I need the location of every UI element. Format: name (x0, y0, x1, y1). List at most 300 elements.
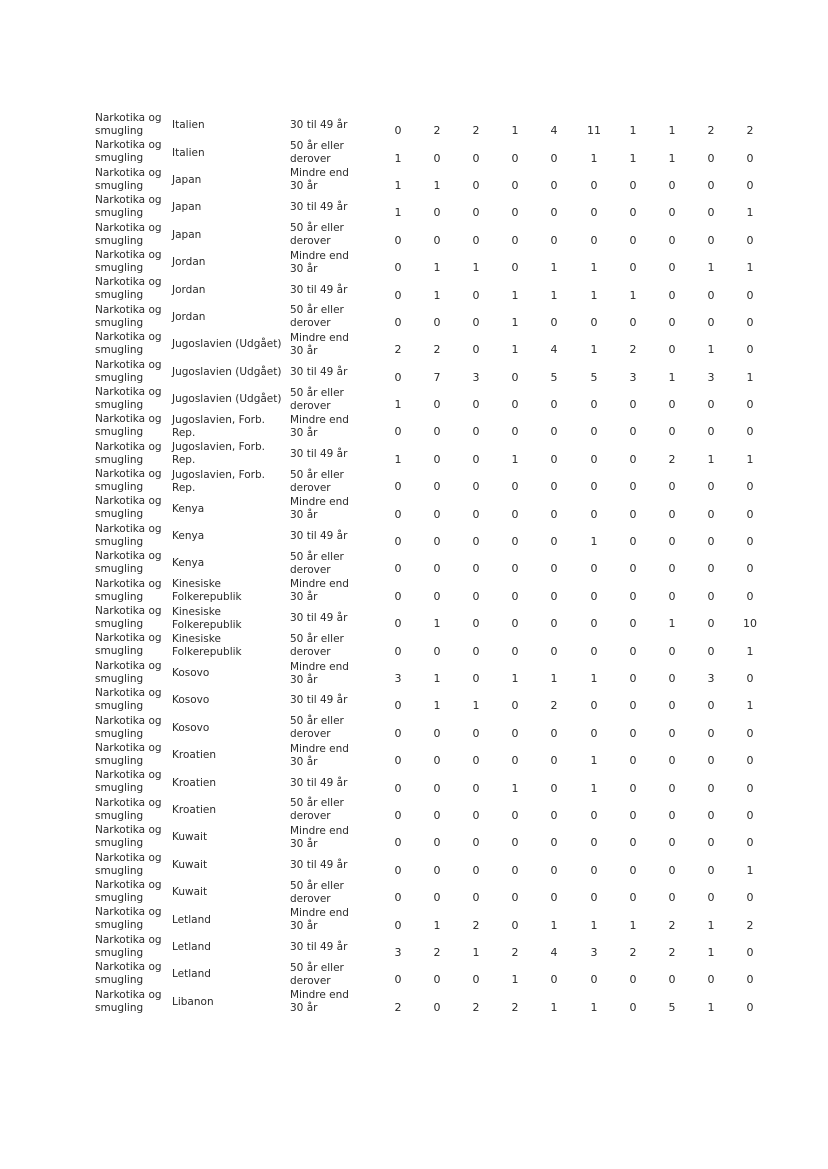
crime-type-text: smugling (95, 727, 144, 740)
count-cell: 1 (707, 343, 715, 357)
count-cell: 2 (707, 124, 715, 138)
count-cell: 2 (511, 1000, 519, 1014)
crime-statistics-table (0, 112, 828, 1016)
age-group-cell (290, 468, 380, 495)
count-cell: 0 (668, 425, 676, 439)
count-cell: 0 (511, 370, 519, 384)
country-text: Kroatien (172, 803, 216, 816)
count-cell: 0 (746, 781, 754, 795)
count-cell: 0 (707, 781, 715, 795)
count-cell: 1 (629, 918, 637, 932)
crime-type-cell (95, 194, 170, 220)
age-group-text: 30 til 49 år (290, 858, 348, 871)
count-cell: 0 (472, 726, 480, 740)
count-cell: 0 (668, 973, 676, 987)
country-text: Kosovo (172, 667, 210, 679)
table-row (0, 468, 828, 495)
count-cell: 0 (590, 425, 598, 439)
age-group-cell (290, 879, 380, 906)
count-cell: 0 (550, 754, 558, 768)
count-cell: 2 (668, 452, 676, 466)
count-cell: 0 (746, 535, 754, 549)
count-cell: 1 (550, 1000, 558, 1014)
count-cell: 0 (668, 562, 676, 576)
count-cell: 0 (433, 452, 441, 466)
count-cell: 0 (511, 918, 519, 932)
crime-type-text: Narkotika og (95, 413, 162, 426)
crime-type-cell (95, 249, 170, 275)
count-cell: 0 (590, 617, 598, 631)
count-cell: 1 (550, 261, 558, 275)
crime-type-text: Narkotika og (95, 577, 162, 590)
age-group-cell (290, 797, 380, 824)
count-cell: 0 (746, 507, 754, 521)
count-cell: 1 (433, 261, 441, 275)
age-group-text: 30 år (290, 673, 318, 686)
age-group-cell (290, 222, 380, 249)
count-cell: 2 (550, 699, 558, 713)
count-cell: 0 (433, 1000, 441, 1014)
age-group-text: derover (290, 974, 331, 987)
count-cell: 0 (629, 781, 637, 795)
count-cell: 0 (433, 480, 441, 494)
age-group-cell (290, 605, 380, 632)
count-cell: 2 (433, 945, 441, 959)
count-cell: 2 (472, 918, 480, 932)
count-cell: 2 (746, 918, 754, 932)
country-text: Kinesiske (172, 605, 221, 618)
count-cell: 0 (590, 589, 598, 603)
age-group-text: derover (290, 399, 331, 412)
age-group-cell (290, 413, 380, 440)
age-group-text: 30 år (290, 755, 318, 768)
country-cell (172, 989, 284, 1016)
crime-type-cell (95, 139, 170, 165)
count-cell: 0 (746, 1000, 754, 1014)
age-group-text: Mindre end (290, 413, 349, 426)
crime-type-cell (95, 359, 170, 385)
crime-type-text: Narkotika og (95, 933, 162, 946)
count-cell: 0 (668, 589, 676, 603)
count-cell: 0 (707, 206, 715, 220)
count-cell: 0 (707, 863, 715, 877)
count-cell: 0 (668, 754, 676, 768)
count-cell: 3 (394, 945, 402, 959)
table-row (0, 687, 828, 714)
count-cell: 0 (394, 754, 402, 768)
crime-type-text: smugling (95, 974, 144, 987)
count-cell: 0 (550, 726, 558, 740)
count-cell: 0 (629, 535, 637, 549)
country-text: Jugoslavien (Udgået) (172, 338, 282, 351)
age-group-text: Mindre end (290, 578, 349, 591)
count-cell: 1 (668, 124, 676, 138)
crime-type-text: smugling (95, 261, 144, 274)
table-row (0, 276, 828, 303)
crime-type-text: smugling (95, 535, 144, 548)
crime-type-text: smugling (95, 371, 144, 384)
crime-type-text: Narkotika og (95, 988, 162, 1001)
table-row (0, 413, 828, 440)
count-cell: 0 (746, 672, 754, 685)
crime-type-cell (95, 112, 170, 138)
table-row (0, 386, 828, 413)
count-cell: 0 (707, 644, 715, 658)
crime-type-text: smugling (95, 398, 144, 411)
crime-type-text: smugling (95, 207, 144, 220)
count-cell: 0 (550, 398, 558, 412)
count-cell: 0 (668, 233, 676, 247)
count-cell: 0 (707, 398, 715, 412)
count-cell: 0 (511, 151, 519, 165)
country-text: Kenya (172, 557, 205, 570)
count-cell: 0 (511, 261, 519, 275)
count-cell: 3 (707, 370, 715, 384)
count-cell: 0 (394, 425, 402, 439)
count-cell: 0 (511, 808, 519, 822)
country-text: Jugoslavien, Forb. (172, 441, 265, 454)
crime-type-text: Narkotika og (95, 687, 162, 700)
count-cell: 0 (472, 644, 480, 658)
crime-type-text: smugling (95, 125, 144, 137)
count-cell: 1 (746, 644, 754, 658)
table-row (0, 441, 828, 468)
count-cell: 0 (707, 480, 715, 494)
count-cell: 0 (550, 425, 558, 439)
table-row (0, 139, 828, 166)
count-cell: 1 (590, 672, 598, 685)
age-group-text: 30 til 49 år (290, 694, 348, 707)
count-cell: 0 (668, 343, 676, 357)
crime-type-text: smugling (95, 590, 144, 603)
count-cell: 0 (707, 754, 715, 768)
country-cell (172, 468, 284, 495)
count-cell: 4 (550, 343, 558, 357)
count-cell: 0 (394, 589, 402, 603)
country-cell (172, 660, 284, 687)
country-text: Jordan (172, 256, 206, 269)
age-group-text: derover (290, 481, 331, 494)
count-cell: 1 (629, 124, 637, 138)
count-cell: 0 (707, 589, 715, 603)
count-cell: 0 (511, 535, 519, 549)
count-cell: 0 (590, 644, 598, 658)
count-cell: 0 (590, 726, 598, 740)
crime-type-text: Narkotika og (95, 495, 162, 508)
age-group-cell (290, 523, 380, 550)
count-cell: 0 (629, 891, 637, 905)
count-cell: 0 (550, 644, 558, 658)
count-cell: 1 (629, 288, 637, 302)
count-cell: 0 (550, 452, 558, 466)
age-group-text: Mindre end (290, 907, 349, 920)
table-row (0, 879, 828, 906)
age-group-cell (290, 359, 380, 386)
count-cell: 1 (511, 781, 519, 795)
count-cell: 0 (511, 617, 519, 631)
crime-type-text: Narkotika og (95, 824, 162, 837)
age-group-cell (290, 550, 380, 577)
count-cell: 0 (746, 151, 754, 165)
count-cell: 3 (472, 370, 480, 384)
count-cell: 1 (707, 452, 715, 466)
count-cell: 1 (590, 918, 598, 932)
count-cell: 0 (433, 754, 441, 768)
count-cell: 3 (394, 672, 402, 685)
crime-type-text: smugling (95, 891, 144, 904)
age-group-cell (290, 906, 380, 933)
count-cell: 0 (668, 398, 676, 412)
count-cell: 3 (629, 370, 637, 384)
count-cell: 1 (590, 781, 598, 795)
crime-type-cell (95, 632, 170, 658)
count-cell: 0 (511, 836, 519, 850)
count-cell: 1 (394, 398, 402, 412)
crime-type-cell (95, 687, 170, 713)
age-group-text: derover (290, 563, 331, 576)
count-cell: 0 (394, 726, 402, 740)
count-cell: 0 (707, 315, 715, 329)
age-group-text: Mindre end (290, 331, 349, 344)
count-cell: 0 (394, 480, 402, 494)
country-text: Japan (172, 173, 202, 186)
count-cell: 0 (746, 288, 754, 302)
age-group-cell (290, 441, 380, 468)
count-cell: 2 (511, 945, 519, 959)
crime-type-cell (95, 304, 170, 330)
count-cell: 1 (746, 452, 754, 466)
table-row (0, 742, 828, 769)
age-group-text: Mindre end (290, 989, 349, 1002)
crime-type-text: smugling (95, 508, 144, 521)
count-cell: 0 (550, 891, 558, 905)
count-cell: 0 (394, 808, 402, 822)
country-cell (172, 359, 284, 386)
age-group-cell (290, 632, 380, 659)
crime-type-text: Narkotika og (95, 221, 162, 234)
count-cell: 2 (629, 343, 637, 357)
count-cell: 1 (746, 370, 754, 384)
count-cell: 0 (511, 206, 519, 220)
crime-type-text: Narkotika og (95, 961, 162, 974)
count-cell: 0 (668, 261, 676, 275)
country-text: Kroatien (172, 749, 216, 762)
count-cell: 0 (550, 589, 558, 603)
count-cell: 0 (511, 699, 519, 713)
count-cell: 0 (472, 151, 480, 165)
count-cell: 0 (629, 261, 637, 275)
age-group-cell (290, 194, 380, 221)
crime-type-text: Narkotika og (95, 522, 162, 535)
count-cell: 0 (590, 315, 598, 329)
count-cell: 0 (590, 206, 598, 220)
crime-type-cell (95, 934, 170, 960)
count-cell: 1 (746, 206, 754, 220)
count-cell: 0 (433, 973, 441, 987)
count-cell: 0 (511, 233, 519, 247)
count-cell: 0 (746, 398, 754, 412)
age-group-text: derover (290, 646, 331, 659)
count-cell: 0 (394, 233, 402, 247)
count-cell: 1 (511, 124, 519, 138)
crime-type-cell (95, 769, 170, 795)
count-cell: 0 (550, 233, 558, 247)
age-group-text: derover (290, 892, 331, 905)
count-cell: 1 (590, 261, 598, 275)
count-cell: 0 (511, 562, 519, 576)
count-cell: 0 (746, 973, 754, 987)
count-cell: 0 (550, 617, 558, 631)
crime-type-text: smugling (95, 864, 144, 877)
count-cell: 0 (668, 288, 676, 302)
count-cell: 2 (668, 945, 676, 959)
count-cell: 1 (707, 918, 715, 932)
count-cell: 4 (550, 124, 558, 138)
count-cell: 0 (550, 836, 558, 850)
table-row (0, 852, 828, 879)
count-cell: 0 (629, 562, 637, 576)
age-group-cell (290, 742, 380, 769)
count-cell: 0 (707, 836, 715, 850)
count-cell: 1 (511, 315, 519, 329)
age-group-text: 30 til 49 år (290, 940, 348, 953)
crime-type-text: Narkotika og (95, 796, 162, 809)
count-cell: 0 (668, 863, 676, 877)
country-text: Letland (172, 968, 211, 981)
count-cell: 0 (590, 973, 598, 987)
crime-type-text: Narkotika og (95, 878, 162, 891)
count-cell: 0 (629, 863, 637, 877)
count-cell: 1 (394, 206, 402, 220)
country-text: Jugoslavien, Forb. (172, 413, 265, 426)
crime-type-text: Narkotika og (95, 248, 162, 261)
age-group-text: 30 år (290, 180, 318, 193)
table-row (0, 194, 828, 221)
table-row (0, 660, 828, 687)
count-cell: 0 (511, 589, 519, 603)
count-cell: 0 (511, 644, 519, 658)
count-cell: 0 (433, 836, 441, 850)
crime-type-text: Narkotika og (95, 851, 162, 864)
age-group-text: 30 til 49 år (290, 530, 348, 543)
count-cell: 0 (746, 480, 754, 494)
crime-type-text: Narkotika og (95, 769, 162, 782)
crime-type-text: smugling (95, 754, 144, 767)
crime-type-text: Narkotika og (95, 112, 162, 124)
age-group-text: 30 år (290, 591, 318, 604)
count-cell: 0 (629, 398, 637, 412)
count-cell: 0 (707, 233, 715, 247)
age-group-text: 50 år eller (290, 386, 344, 399)
age-group-text: 30 år (290, 262, 318, 275)
count-cell: 0 (394, 863, 402, 877)
age-group-text: 30 til 49 år (290, 365, 348, 378)
count-cell: 1 (433, 672, 441, 685)
count-cell: 0 (590, 562, 598, 576)
count-cell: 0 (472, 178, 480, 192)
count-cell: 0 (550, 206, 558, 220)
age-group-cell (290, 276, 380, 303)
table-row (0, 495, 828, 522)
country-cell (172, 797, 284, 824)
table-row (0, 304, 828, 331)
age-group-text: 30 til 49 år (290, 201, 348, 214)
count-cell: 0 (668, 206, 676, 220)
country-cell (172, 632, 284, 659)
count-cell: 0 (394, 781, 402, 795)
country-cell (172, 961, 284, 988)
country-text: Kinesiske (172, 578, 221, 591)
crime-type-text: smugling (95, 426, 144, 439)
age-group-cell (290, 139, 380, 166)
country-cell (172, 495, 284, 522)
country-cell (172, 824, 284, 851)
country-cell (172, 112, 284, 139)
count-cell: 0 (394, 535, 402, 549)
count-cell: 0 (433, 233, 441, 247)
country-cell (172, 276, 284, 303)
count-cell: 0 (433, 151, 441, 165)
table-row (0, 605, 828, 632)
crime-type-text: Narkotika og (95, 358, 162, 371)
count-cell: 0 (746, 891, 754, 905)
count-cell: 2 (394, 343, 402, 357)
age-group-cell (290, 660, 380, 687)
count-cell: 0 (550, 973, 558, 987)
count-cell: 0 (590, 863, 598, 877)
country-text: Kuwait (172, 858, 208, 871)
count-cell: 0 (746, 425, 754, 439)
crime-type-cell (95, 824, 170, 850)
count-cell: 0 (629, 672, 637, 685)
country-text: Italien (172, 119, 205, 132)
country-cell (172, 715, 284, 742)
count-cell: 0 (629, 233, 637, 247)
age-group-text: 50 år eller (290, 797, 344, 810)
count-cell: 0 (550, 863, 558, 877)
count-cell: 0 (472, 233, 480, 247)
count-cell: 0 (394, 507, 402, 521)
count-cell: 0 (707, 507, 715, 521)
age-group-text: derover (290, 317, 331, 330)
count-cell: 0 (746, 178, 754, 192)
age-group-text: 30 til 49 år (290, 612, 348, 625)
crime-type-text: smugling (95, 837, 144, 850)
crime-type-text: smugling (95, 289, 144, 302)
count-cell: 0 (394, 836, 402, 850)
crime-type-text: smugling (95, 179, 144, 192)
count-cell: 1 (629, 151, 637, 165)
crime-type-text: smugling (95, 1001, 144, 1014)
crime-type-text: smugling (95, 481, 144, 494)
count-cell: 0 (629, 1000, 637, 1014)
count-cell: 0 (746, 589, 754, 603)
count-cell: 0 (629, 178, 637, 192)
count-cell: 0 (550, 781, 558, 795)
count-cell: 0 (472, 836, 480, 850)
country-text: Kuwait (172, 886, 208, 899)
count-cell: 1 (668, 370, 676, 384)
age-group-text: 50 år eller (290, 633, 344, 646)
crime-type-text: smugling (95, 645, 144, 658)
crime-type-text: Narkotika og (95, 906, 162, 919)
crime-type-cell (95, 523, 170, 549)
country-text: Rep. (172, 426, 196, 439)
count-cell: 0 (511, 398, 519, 412)
country-cell (172, 550, 284, 577)
count-cell: 0 (433, 891, 441, 905)
count-cell: 1 (472, 945, 480, 959)
